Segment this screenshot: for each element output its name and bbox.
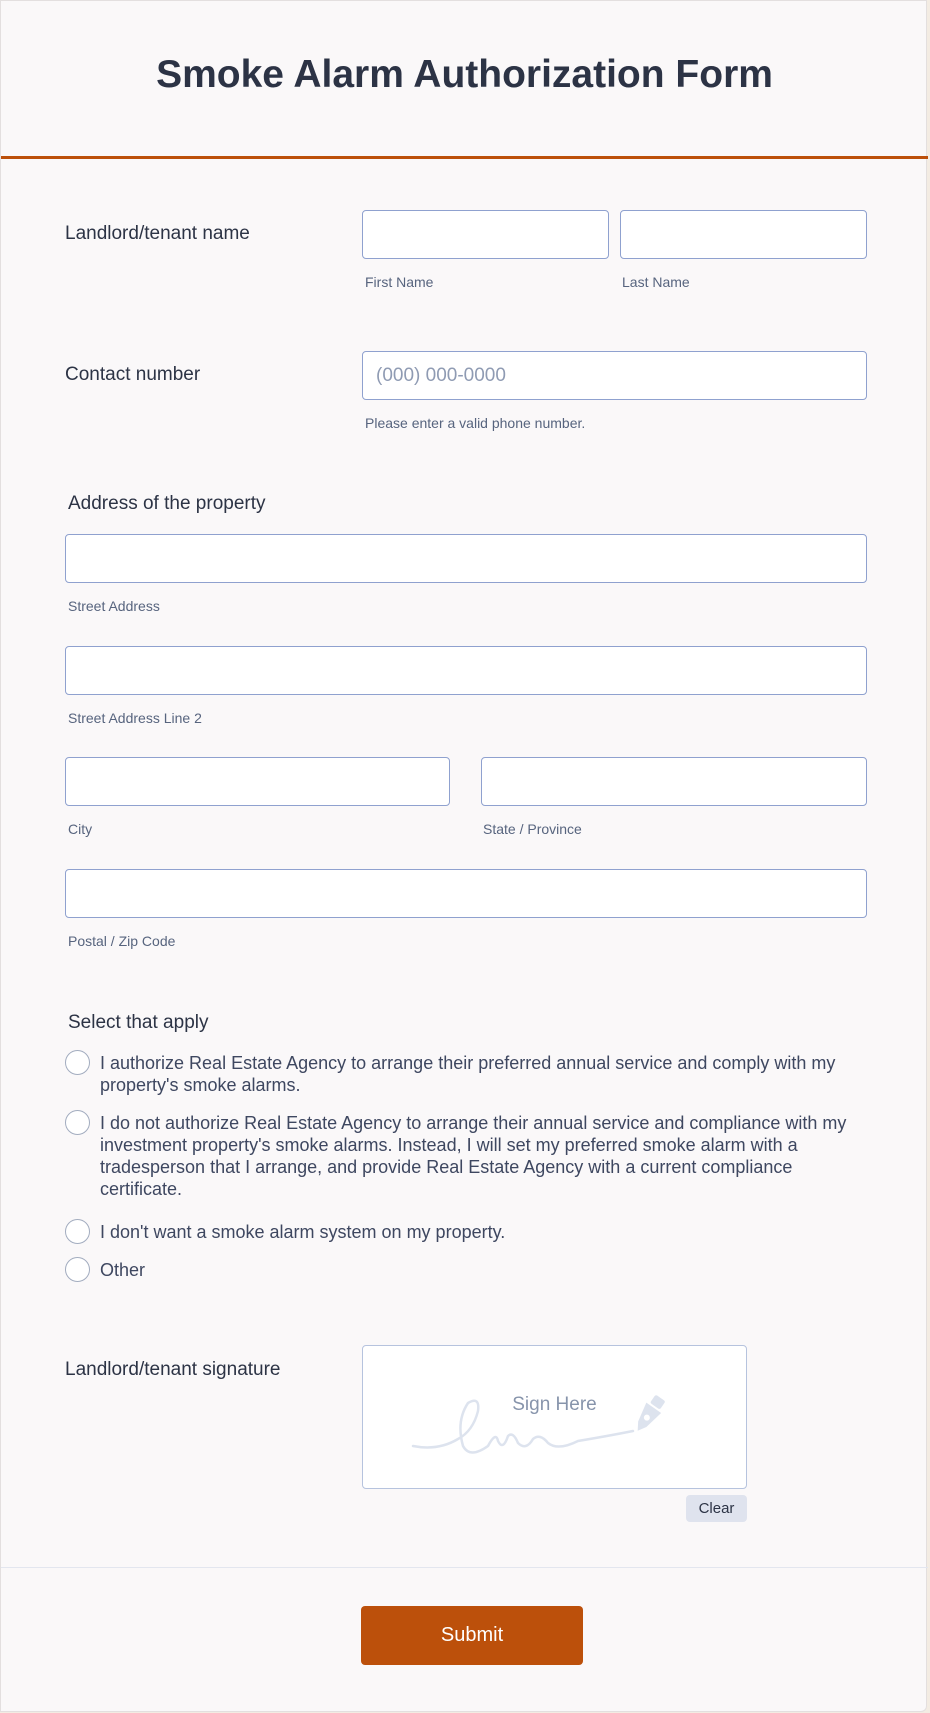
submit-button[interactable]: Submit xyxy=(361,1606,583,1665)
first-name-input[interactable] xyxy=(362,210,609,259)
signature-scribble-icon xyxy=(408,1391,698,1461)
state-sublabel: State / Province xyxy=(483,821,582,837)
option-not-authorize[interactable] xyxy=(65,1112,865,1200)
city-input[interactable] xyxy=(65,757,450,806)
city-sublabel: City xyxy=(68,821,93,837)
footer-divider xyxy=(1,1567,928,1568)
option-text: Other xyxy=(100,1260,146,1280)
street-address-2-input[interactable] xyxy=(65,646,867,695)
last-name-sublabel: Last Name xyxy=(622,274,690,290)
name-label: Landlord/tenant name xyxy=(65,223,250,244)
zip-sublabel: Postal / Zip Code xyxy=(68,933,176,949)
option-text: I don't want a smoke alarm system on my property. xyxy=(100,1222,506,1242)
radio-button[interactable] xyxy=(65,1257,90,1282)
signature-pad[interactable] xyxy=(362,1345,747,1489)
contact-label: Contact number xyxy=(65,364,201,385)
form-title: Smoke Alarm Authorization Form xyxy=(156,53,773,96)
radio-button[interactable] xyxy=(65,1050,90,1075)
option-text: I authorize Real Estate Agency to arrange their preferred annual service and comply with my property's smoke alarms. xyxy=(100,1053,836,1095)
clear-signature-button[interactable]: Clear xyxy=(686,1495,747,1522)
street-address-2-sublabel: Street Address Line 2 xyxy=(68,710,202,726)
sign-here-text: Sign Here xyxy=(512,1394,597,1415)
state-input[interactable] xyxy=(481,757,867,806)
option-text: I do not authorize Real Estate Agency to arrange their annual service and compliance with my investment property's smoke alarms. Instead, I will set my preferred smoke alarm with a tradesperson that I arrange, and provide Real Estate Agency with a current compliance certificate. xyxy=(100,1113,847,1199)
address-label: Address of the property xyxy=(68,493,266,514)
street-address-input[interactable] xyxy=(65,534,867,583)
radio-button[interactable] xyxy=(65,1219,90,1244)
options-label: Select that apply xyxy=(68,1012,209,1033)
street-address-sublabel: Street Address xyxy=(68,598,160,614)
option-no-system[interactable] xyxy=(65,1221,865,1244)
phone-placeholder: (000) 000-0000 xyxy=(376,364,506,386)
option-other[interactable] xyxy=(65,1259,865,1282)
first-name-sublabel: First Name xyxy=(365,274,434,290)
option-authorize[interactable] xyxy=(65,1052,865,1096)
radio-button[interactable] xyxy=(65,1110,90,1135)
signature-label: Landlord/tenant signature xyxy=(65,1359,281,1380)
header-divider xyxy=(1,156,928,159)
last-name-input[interactable] xyxy=(620,210,867,259)
phone-helper: Please enter a valid phone number. xyxy=(365,415,586,431)
phone-input[interactable] xyxy=(362,351,867,400)
zip-input[interactable] xyxy=(65,869,867,918)
